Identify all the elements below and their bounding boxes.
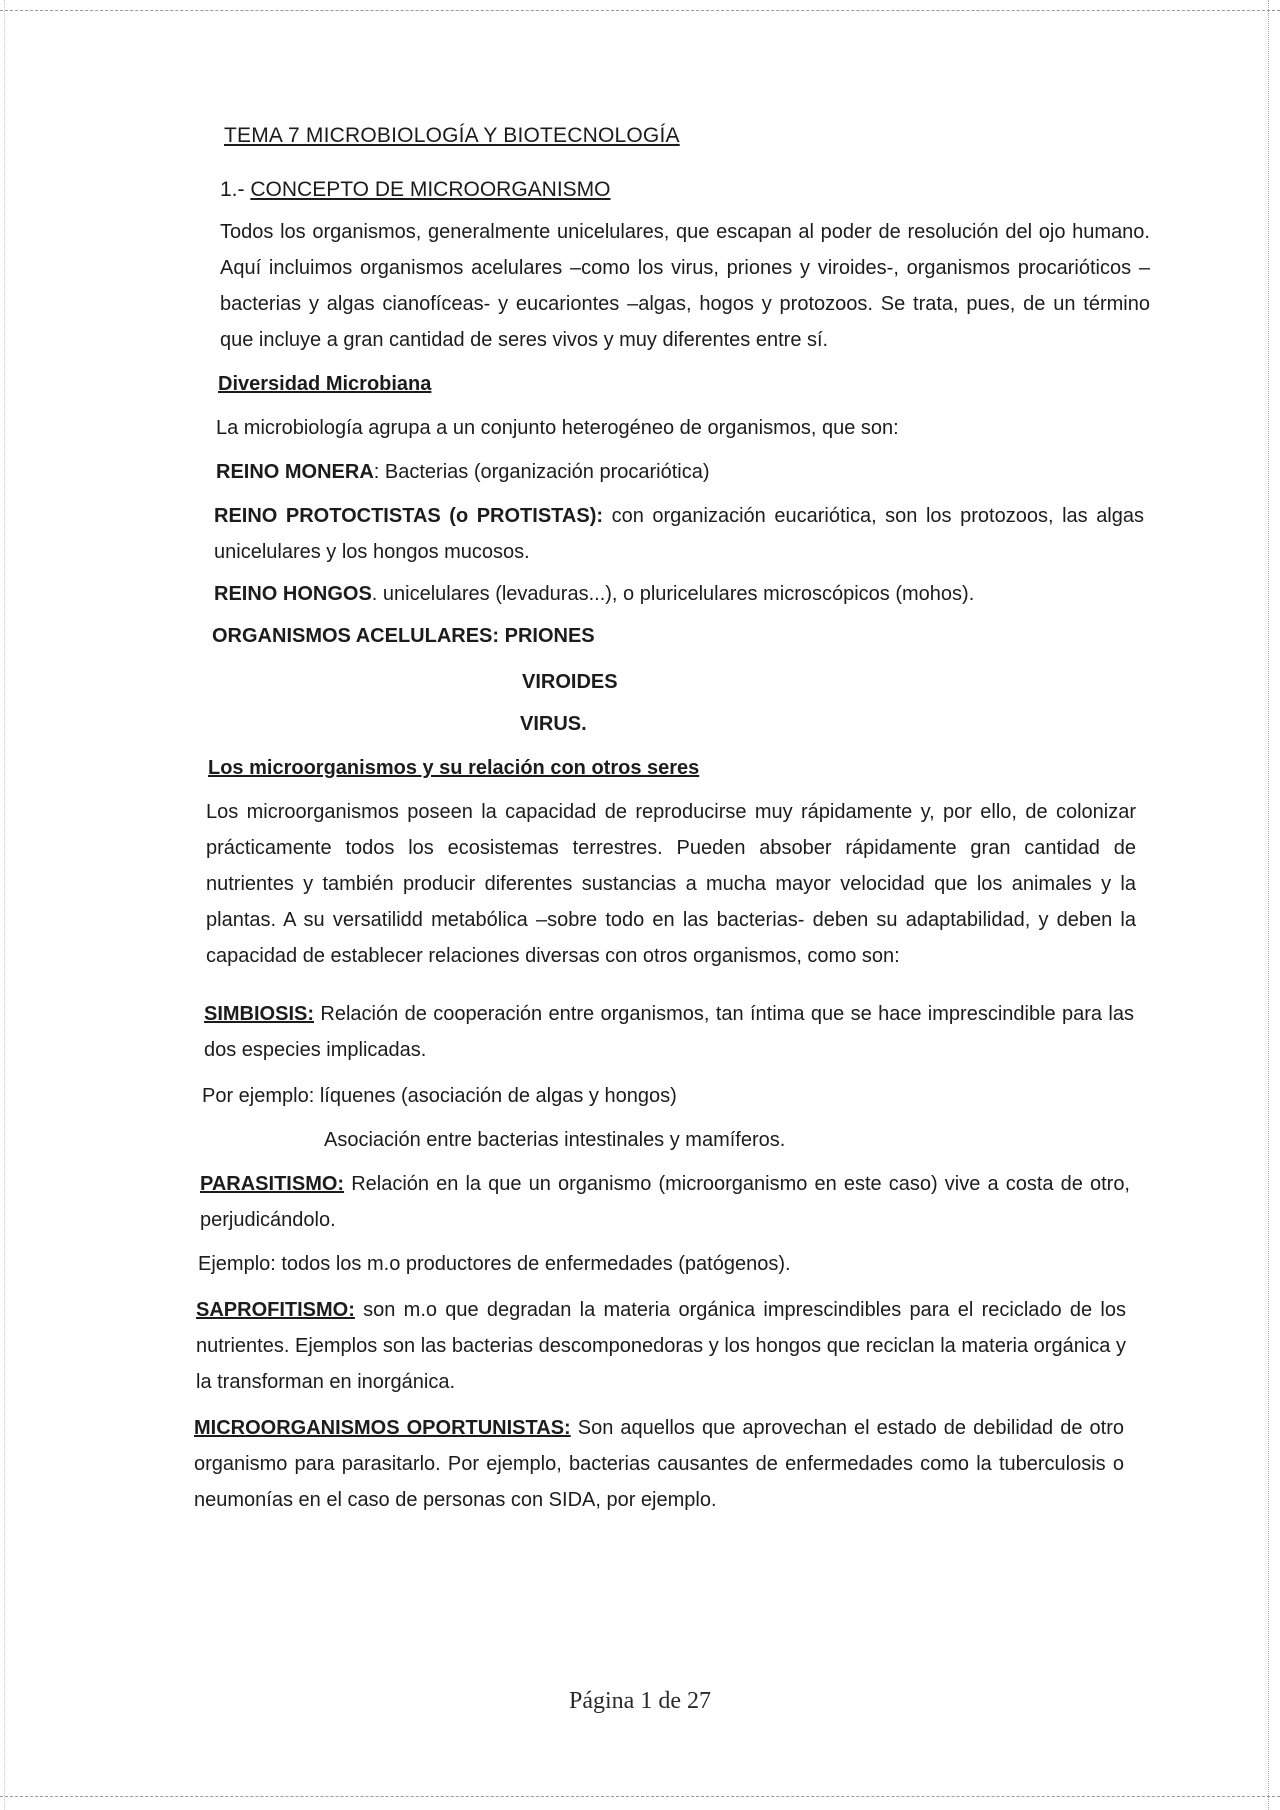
diversity-heading: Diversidad Microbiana [218, 373, 432, 395]
reino-monera [216, 454, 710, 490]
parasitismo-text: Relación en la que un organismo (microorganismo en este caso) vive a costa de otro, perjudicándolo. [200, 1173, 1130, 1231]
saprofitismo-entry [196, 1292, 1126, 1400]
saprofitismo-label: SAPROFITISMO: [196, 1299, 355, 1321]
relations-heading: Los microorganismos y su relación con otros seres [208, 757, 700, 779]
reino-protoctistas-text: con organización eucariótica, son los protozoos, las algas unicelulares y los hongos mucosos. [214, 505, 1145, 563]
saprofitismo-text: son m.o que degradan la materia orgánica imprescindibles para el reciclado de los nutrientes. Ejemplos son las bacterias descomponedoras y los hongos que reciclan la materia orgánica y la transforman en inorgánica. [196, 1299, 1126, 1393]
simbiosis-label: SIMBIOSIS: [204, 1003, 315, 1025]
reino-hongos [214, 576, 974, 612]
organismos-acelulares: ORGANISMOS ACELULARES: PRIONES [212, 625, 595, 647]
simbiosis-example-2: Asociación entre bacterias intestinales y mamíferos. [324, 1129, 786, 1151]
section-number: 1.- [220, 178, 245, 201]
parasitismo-label: PARASITISMO: [200, 1173, 345, 1195]
simbiosis-text: Relación de cooperación entre organismos, tan íntima que se hace imprescindible para las dos especies implicadas. [204, 1003, 1134, 1061]
oportunistas-label: MICROORGANISMOS OPORTUNISTAS: [194, 1417, 571, 1439]
parasitismo-example: Ejemplo: todos los m.o productores de enfermedades (patógenos). [198, 1253, 791, 1275]
oportunistas-entry [194, 1410, 1124, 1518]
simbiosis-entry [204, 996, 1134, 1068]
virus-item: VIRUS. [520, 713, 587, 735]
section-heading [220, 172, 611, 208]
reino-monera-label: REINO MONERA [216, 461, 374, 483]
section-title: CONCEPTO DE MICROORGANISMO [250, 178, 611, 201]
reino-protoctistas [214, 498, 1144, 570]
parasitismo-entry [200, 1166, 1130, 1238]
reino-protoctistas-label: REINO PROTOCTISTAS (o PROTISTAS): [214, 505, 604, 527]
scan-edge-left [4, 0, 5, 1810]
reino-monera-text: : Bacterias (organización procariótica) [373, 461, 710, 483]
simbiosis-example: Por ejemplo: líquenes (asociación de algas y hongos) [202, 1085, 677, 1107]
scan-edge-bottom [0, 1796, 1280, 1797]
viroides-item: VIROIDES [522, 671, 618, 693]
scan-edge-right [1268, 0, 1269, 1810]
scan-edge-top [0, 10, 1280, 11]
concept-paragraph: Todos los organismos, generalmente unicelulares, que escapan al poder de resolución del ojo humano. Aquí incluimos organismos acelulares –como los virus, priones y viroides-, organismos procarióticos –bacterias y algas cianofíceas- y eucariontes –algas, hogos y protozoos. Se trata, pues, de un término que incluye a gran cantidad de seres vivos y muy diferentes entre sí. [220, 221, 1150, 351]
page-number-footer: Página 1 de 27 [569, 1688, 711, 1714]
page-title: TEMA 7 MICROBIOLOGÍA Y BIOTECNOLOGÍA [224, 124, 680, 147]
relations-paragraph: Los microorganismos poseen la capacidad de reproducirse muy rápidamente y, por ello, de colonizar prácticamente todos los ecosistemas terrestres. Pueden absober rápidamente gran cantidad de nutrientes y también producir diferentes sustancias a mucha mayor velocidad que los animales y la plantas. A su versatilidd metabólica –sobre todo en las bacterias- deben su adaptabilidad, y deben la capacidad de establecer relaciones diversas con otros organismos, como son: [206, 801, 1136, 967]
reino-hongos-text: . unicelulares (levaduras...), o pluricelulares microscópicos (mohos). [371, 583, 975, 605]
oportunistas-text: Son aquellos que aprovechan el estado de debilidad de otro organismo para parasitarlo. Por ejemplo, bacterias causantes de enfermedades como la tuberculosis o neumonías en el caso de personas con SIDA, por ejemplo. [194, 1417, 1125, 1511]
reino-hongos-label: REINO HONGOS [214, 583, 372, 605]
diversity-intro: La microbiología agrupa a un conjunto heterogéneo de organismos, que son: [216, 417, 899, 439]
